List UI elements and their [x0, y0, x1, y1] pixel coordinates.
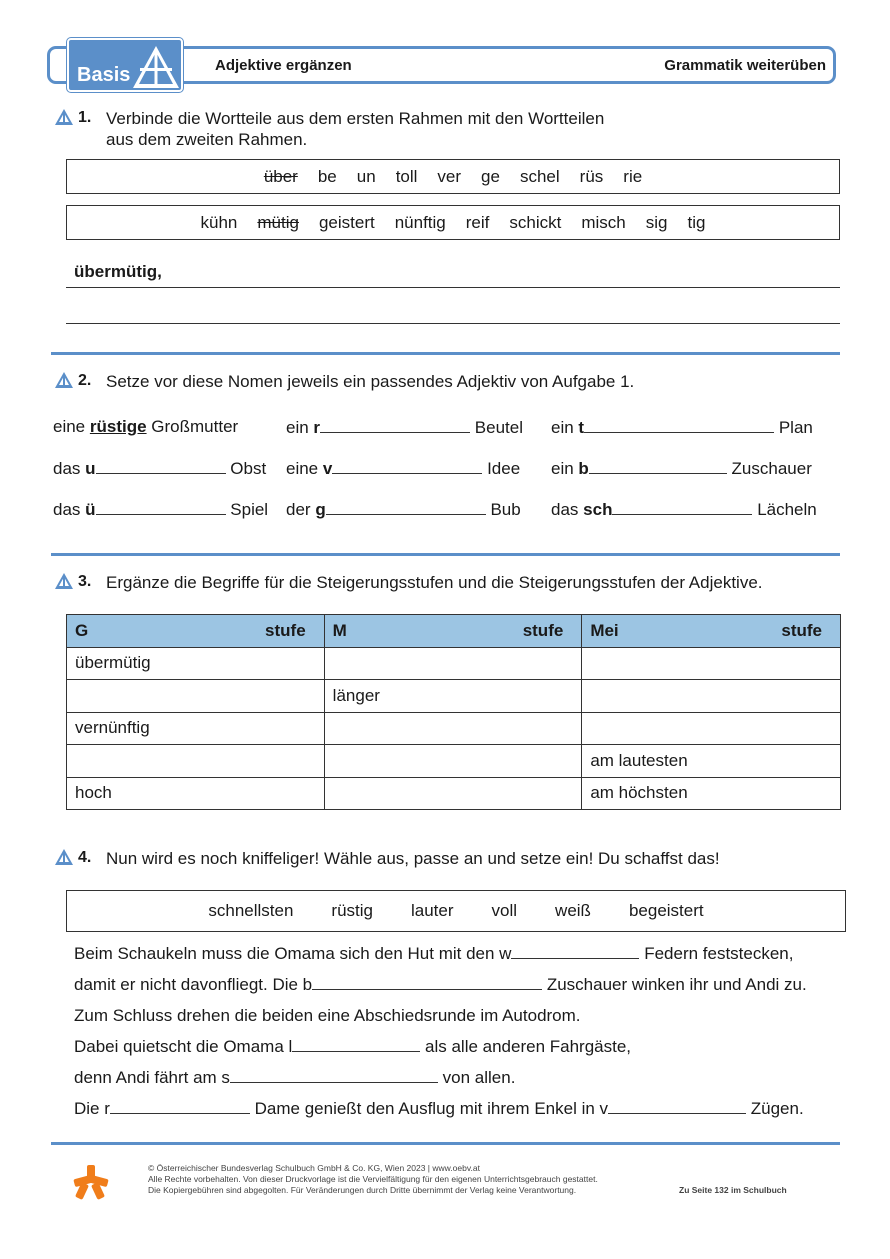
- answer-line[interactable]: [66, 323, 840, 324]
- word-part: tig: [687, 212, 706, 232]
- noun-phrase: eine rüstige Großmutter: [53, 417, 239, 436]
- table-cell[interactable]: [582, 712, 841, 745]
- blank-field[interactable]: [511, 943, 639, 959]
- table-cell[interactable]: am höchsten: [582, 777, 841, 810]
- pyramid-icon: [54, 371, 74, 389]
- table-cell[interactable]: [324, 745, 582, 778]
- story-line: Die r Dame genießt den Ausflug mit ihrem Enkel in v Zügen.: [74, 1099, 804, 1118]
- table-cell[interactable]: [67, 680, 325, 713]
- word-part: sig: [645, 212, 668, 232]
- word-part: be: [317, 166, 337, 186]
- noun-phrase: das u Obst: [53, 459, 267, 478]
- blank-field[interactable]: [96, 499, 226, 515]
- header-cell[interactable]: M stufe: [324, 615, 582, 648]
- word-part: un: [356, 166, 376, 186]
- task-instruction: Setze vor diese Nomen jeweils ein passendes Adjektiv von Aufgabe 1.: [106, 372, 635, 391]
- table-row: [67, 680, 841, 713]
- divider: [51, 352, 840, 355]
- blank-field[interactable]: [292, 1036, 420, 1052]
- word-part: toll: [395, 166, 418, 186]
- table-cell[interactable]: länger: [324, 680, 582, 713]
- noun-phrase: das ü Spiel: [53, 500, 269, 519]
- section-title: Grammatik weiterüben: [664, 57, 826, 74]
- pyramid-icon: [54, 572, 74, 590]
- word-part: ver: [437, 166, 462, 186]
- word-part-box-1: [66, 159, 840, 194]
- story-line: Zum Schluss drehen die beiden eine Abschiedsrunde im Autodrom.: [74, 1006, 581, 1025]
- header-cell[interactable]: Mei stufe: [582, 615, 841, 648]
- word-part: nünftig: [394, 212, 446, 232]
- word-part: rüstig: [331, 901, 373, 920]
- blank-field[interactable]: [110, 1098, 250, 1114]
- divider: [51, 1142, 840, 1145]
- table-cell[interactable]: [582, 680, 841, 713]
- pyramid-icon: [54, 848, 74, 866]
- table-header-row: [67, 615, 841, 648]
- blank-field[interactable]: [230, 1067, 438, 1083]
- table-cell[interactable]: [582, 647, 841, 680]
- worksheet-title: Adjektive ergänzen: [215, 57, 352, 74]
- textbook-reference: Zu Seite 132 im Schulbuch: [679, 1185, 787, 1195]
- word-part: schel: [519, 166, 560, 186]
- answer-line[interactable]: [66, 287, 840, 288]
- task-instruction: Verbinde die Wortteile aus dem ersten Rahmen mit den Wortteilen aus dem zweiten Rahmen.: [106, 109, 605, 149]
- blank-field[interactable]: [326, 499, 486, 515]
- word-part: misch: [581, 212, 626, 232]
- divider: [51, 553, 840, 556]
- copyright-notice: © Österreichischer Bundesverlag Schulbuch GmbH & Co. KG, Wien 2023 | www.oebv.at Alle Rechte vorbehalten. Von dieser Druckvorlage ist die Vervielfältigung für den eigenen Unterrichtsgebrauch gestattet. Die Kopiergebühren sind abgegolten. Für Veränderungen durch Dritte übernimmt der Verlag keine Verantwortung.: [148, 1163, 598, 1195]
- publisher-logo-icon: [72, 1163, 110, 1201]
- table-cell[interactable]: übermütig: [67, 647, 325, 680]
- noun-phrase: der g Bub: [286, 500, 521, 519]
- pyramid-icon: [131, 44, 181, 90]
- task-number: 4.: [78, 849, 92, 866]
- table-row: [67, 745, 841, 778]
- blank-field[interactable]: [312, 974, 542, 990]
- blank-field[interactable]: [608, 1098, 746, 1114]
- word-part: rie: [623, 166, 643, 186]
- noun-phrase: das sch Lächeln: [551, 500, 817, 519]
- comparison-table: [66, 614, 841, 810]
- task-number: 2.: [78, 372, 92, 389]
- noun-phrase: eine v Idee: [286, 459, 521, 478]
- noun-phrase: ein r Beutel: [286, 418, 523, 437]
- blank-field[interactable]: [612, 499, 752, 515]
- story-line: denn Andi fährt am s von allen.: [74, 1068, 516, 1087]
- word-part: kühn: [200, 212, 238, 232]
- table-row: [67, 712, 841, 745]
- word-part: rüs: [579, 166, 604, 186]
- table-cell[interactable]: hoch: [67, 777, 325, 810]
- table-row: [67, 647, 841, 680]
- example-answer: übermütig,: [74, 262, 162, 281]
- basis-logo: [67, 38, 183, 92]
- task-number: 1.: [78, 109, 92, 126]
- task-number: 3.: [78, 573, 92, 590]
- table-row: [67, 777, 841, 810]
- pyramid-icon: [54, 108, 74, 126]
- filled-adjective: rüstige: [89, 417, 147, 436]
- table-cell[interactable]: vernünftig: [67, 712, 325, 745]
- table-cell[interactable]: [324, 712, 582, 745]
- story-text: [74, 938, 854, 1124]
- word-part: schnellsten: [208, 901, 294, 920]
- table-cell[interactable]: [67, 745, 325, 778]
- blank-field[interactable]: [96, 458, 226, 474]
- story-line: Beim Schaukeln muss die Omama sich den Hut mit den w Federn feststecken,: [74, 944, 794, 963]
- blank-field[interactable]: [589, 458, 727, 474]
- blank-field[interactable]: [320, 417, 470, 433]
- word-part: geistert: [318, 212, 375, 232]
- word-part: lauter: [411, 901, 454, 920]
- noun-phrase: ein b Zuschauer: [551, 459, 812, 478]
- word-part: begeistert: [628, 901, 704, 920]
- word-part: weiß: [555, 901, 591, 920]
- table-cell[interactable]: [324, 647, 582, 680]
- word-part: schickt: [509, 212, 562, 232]
- task-instruction: Ergänze die Begriffe für die Steigerungsstufen und die Steigerungsstufen der Adjektive.: [106, 573, 763, 592]
- word-part: mütig: [257, 212, 299, 232]
- noun-phrase: ein t Plan: [551, 418, 813, 437]
- logo-text: Basis: [77, 64, 131, 86]
- table-cell[interactable]: am lautesten: [582, 745, 841, 778]
- header-cell[interactable]: G stufe: [67, 615, 325, 648]
- story-line: Dabei quietscht die Omama l als alle anderen Fahrgäste,: [74, 1037, 632, 1056]
- word-part: über: [263, 166, 298, 186]
- blank-field[interactable]: [332, 458, 482, 474]
- story-line: damit er nicht davonfliegt. Die b Zuschauer winken ihr und Andi zu.: [74, 975, 807, 994]
- task-instruction: Nun wird es noch kniffeliger! Wähle aus, passe an und setze ein! Du schaffst das!: [106, 849, 720, 868]
- blank-field[interactable]: [584, 417, 774, 433]
- word-part: reif: [465, 212, 490, 232]
- word-part: voll: [491, 901, 518, 920]
- table-cell[interactable]: [324, 777, 582, 810]
- word-part: ge: [481, 166, 500, 186]
- word-bank-box: [66, 890, 846, 932]
- word-part-box-2: [66, 205, 840, 240]
